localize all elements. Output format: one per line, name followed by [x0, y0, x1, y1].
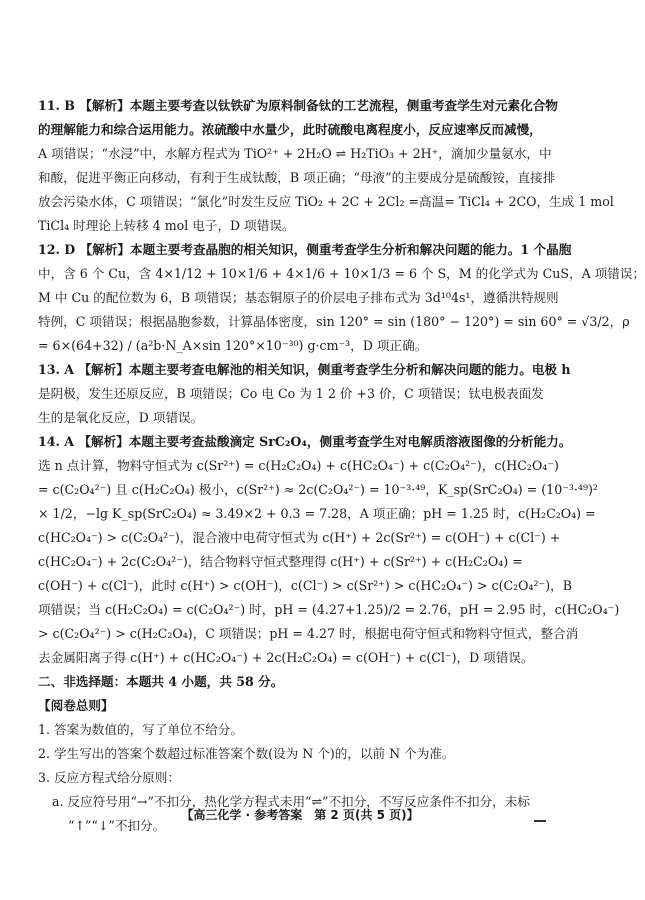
q14-line-7: c(OH⁻) + c(Cl⁻)，此时 c(H⁺) > c(OH⁻)，c(Cl⁻) > c(Sr²⁺) > c(HC₂O₄⁻) > c(C₂O₄²⁻)，B	[38, 578, 573, 593]
section-2-title: 二、非选择题：本题共 4 小题，共 58 分。	[38, 674, 284, 689]
rule-1: 1. 答案为数值的，写了单位不给分。	[38, 722, 243, 737]
q14-line-10: 去金属阳离子得 c(H⁺) + c(HC₂O₄⁻) + 2c(H₂C₂O₄) = c(OH⁻) + c(Cl⁻)，D 项错误。	[38, 650, 534, 665]
q11-line-6: TiCl₄ 时理论上转移 4 mol 电子，D 项错误。	[38, 218, 295, 233]
rule-3a-cont: “↑”“↓”不扣分。	[68, 818, 166, 833]
q12-line-4: 特例，C 项错误；根据晶胞参数，计算晶体密度，sin 120° = sin (180° − 120°) = sin 60° = √3/2，ρ	[38, 314, 630, 329]
question-13-explanation	[38, 358, 570, 430]
q14-line-3: = c(C₂O₄²⁻) 且 c(H₂C₂O₄) 极小，c(Sr²⁺) ≈ 2c(C₂O₄²⁻) = 10⁻³·⁴⁹，K_sp(SrC₂O₄) = (10⁻³·⁴⁹)²	[38, 482, 598, 497]
q14-line-2: 选 n 点计算，物料守恒式为 c(Sr²⁺) = c(H₂C₂O₄) + c(HC₂O₄⁻) + c(C₂O₄²⁻)，c(HC₂O₄⁻)	[38, 458, 559, 473]
q11-line-1: 11. B 【解析】本题主要考查以钛铁矿为原料制备钛的工艺流程，侧重考查学生对元素化合物	[38, 98, 558, 113]
q11-line-4: 和酸，促进平衡正向移动，有利于生成钛酸，B 项正确；“母液”的主要成分是硫酸铵，直接排	[38, 170, 556, 185]
q14-line-1: 14. A 【解析】本题主要考查盐酸滴定 SrC₂O₄，侧重考查学生对电解质溶液图像的分析能力。	[38, 434, 572, 449]
q14-line-4: × 1/2，−lg K_sp(SrC₂O₄) ≈ 3.49×2 + 0.3 = 7.28，A 项正确；pH = 1.25 时，c(H₂C₂O₄) =	[38, 506, 596, 521]
q12-line-2: 中，含 6 个 Cu，含 4×1/12 + 10×1/6 + 4×1/6 + 10×1/3 = 6 个 S，M 的化学式为 CuS，A 项错误；	[38, 266, 645, 281]
rule-2: 2. 学生写出的答案个数超过标准答案个数(设为 N 个)的，以前 N 个为准。	[38, 746, 455, 761]
q11-line-2: 的理解能力和综合运用能力。浓硫酸中水量少，此时硫酸电离程度小，反应速率反而减慢，	[38, 122, 542, 137]
q13-line-1: 13. A 【解析】本题主要考查电解池的相关知识，侧重考查学生分析和解决问题的能力。电极 h	[38, 362, 571, 377]
q11-line-3: A 项错误；“水浸”中，水解方程式为 TiO²⁺ + 2H₂O ⇌ H₂TiO₃ + 2H⁺，滴加少量氨水，中	[38, 146, 552, 161]
q13-line-2: 是阴极，发生还原反应，B 项错误；Co 电 Co 为 1 2 价 +3 价，C 项错误；钛电极表面发	[38, 386, 544, 401]
q14-line-9: > c(C₂O₄²⁻) > c(H₂C₂O₄)，C 项错误；pH = 4.27 时，根据电荷守恒式和物料守恒式，整合消	[38, 626, 579, 641]
q12-line-5: = 6×(64+32) / (a²b·N_A×sin 120°×10⁻³⁰) g·cm⁻³，D 项正确。	[38, 338, 428, 353]
rule-3: 3. 反应方程式给分原则：	[38, 770, 180, 785]
corner-mark	[534, 820, 546, 822]
q11-line-5: 放会污染水体，C 项错误；“氯化”时发生反应 TiO₂ + 2C + 2Cl₂ =高温= TiCl₄ + 2CO，生成 1 mol	[38, 194, 614, 209]
rule-3a: a. 反应符号用“→”不扣分，热化学方程式未用“⇌”不扣分，不写反应条件不扣分，未标	[52, 794, 530, 809]
page-footer: 【高三化学 · 参考答案 第 2 页(共 5 页)】	[181, 808, 419, 822]
question-14-explanation	[38, 430, 620, 670]
q14-line-6: c(HC₂O₄⁻) + 2c(C₂O₄²⁻)，结合物料守恒式整理得 c(H⁺) + c(Sr²⁺) + c(H₂C₂O₄) =	[38, 554, 523, 569]
question-12-explanation	[38, 238, 645, 358]
question-11-explanation	[38, 94, 614, 238]
q14-line-8: 项错误；当 c(H₂C₂O₄) = c(C₂O₄²⁻) 时，pH = (4.27+1.25)/2 = 2.76，pH = 2.95 时，c(HC₂O₄⁻)	[38, 602, 620, 617]
answer-content	[38, 94, 645, 838]
q14-line-5: c(HC₂O₄⁻) > c(C₂O₄²⁻)，混合液中电荷守恒式为 c(H⁺) + 2c(Sr²⁺) = c(OH⁻) + c(Cl⁻) +	[38, 530, 561, 545]
grading-rules-title: 【阅卷总则】	[38, 698, 114, 713]
q12-line-3: M 中 Cu 的配位数为 6，B 项错误；基态铜原子的价层电子排布式为 3d¹⁰4s¹，遵循洪特规则	[38, 290, 559, 305]
q12-line-1: 12. D 【解析】本题主要考查晶胞的相关知识，侧重考查学生分析和解决问题的能力。1 个晶胞	[38, 242, 572, 257]
q13-line-3: 生的是氧化反应，D 项错误。	[38, 410, 204, 425]
